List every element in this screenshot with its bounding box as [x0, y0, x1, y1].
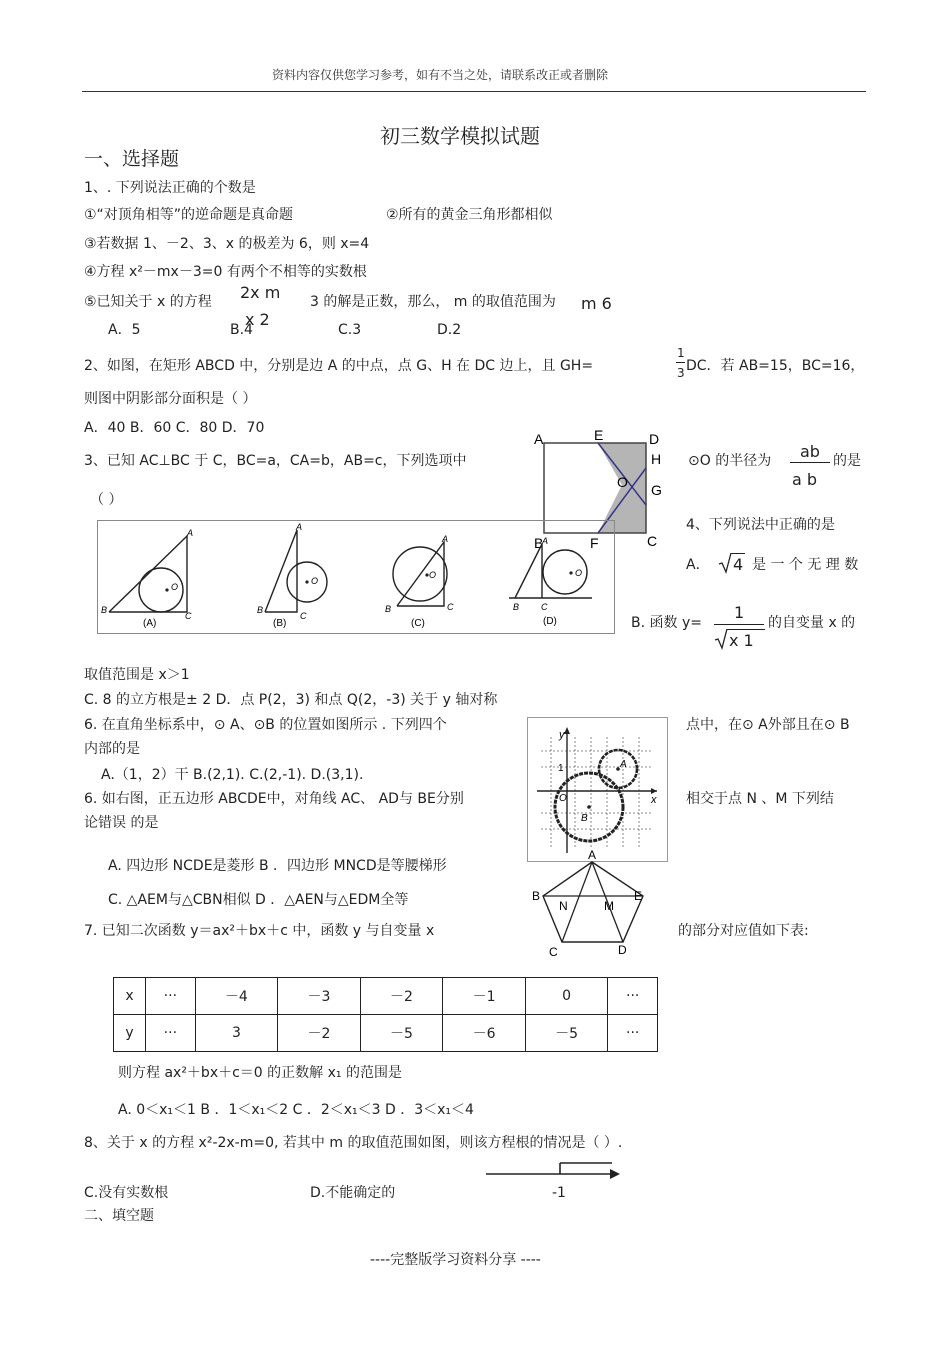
q3-c-caption: (C): [411, 618, 425, 629]
q3-d-label-o: O: [575, 568, 583, 578]
q8-axis-label: -1: [552, 1185, 566, 1201]
table-cell: －3: [278, 978, 361, 1015]
q6a-label-b: B: [581, 813, 588, 824]
q3-b-center: [305, 580, 308, 583]
q6a-label-one: 1: [558, 763, 564, 774]
q8-arrow: [610, 1169, 620, 1179]
q3-b-triangle: [265, 530, 297, 612]
q2-frac-bar: [676, 362, 685, 363]
q1-frac-den: x 2: [245, 310, 270, 329]
q3-d-label-a: A: [542, 536, 549, 546]
q2-label-b: B: [534, 535, 544, 551]
q2-label-g: G: [651, 482, 662, 498]
q2-label-d: D: [649, 431, 660, 447]
table-cell: －1: [443, 978, 526, 1015]
q6b-option-cd: C. △AEM与△CBN相似 D ．△AEN与△EDM全等: [108, 892, 409, 908]
q3-a-label-c: C: [185, 611, 192, 621]
q1-option-b: B.4: [230, 322, 253, 338]
q2-label-c: C: [647, 533, 658, 549]
q3-d-label-c: C: [541, 602, 548, 612]
table-cell: ···: [608, 1015, 658, 1052]
table-cell: ···: [146, 978, 196, 1015]
table-row: [114, 978, 658, 1015]
doc-title: 初三数学模拟试题: [380, 124, 540, 148]
q8-stem: 8、关于 x 的方程 x²-2x-m=0, 若其中 m 的取值范围如图，则该方程根的情况是（ ）.: [84, 1135, 623, 1151]
q6b-label-n: N: [559, 899, 568, 913]
q4-b-sqrt-bar: [727, 629, 765, 630]
q3-b-label-a: A: [296, 522, 303, 532]
q2-frac-num: 1: [677, 346, 685, 360]
table-cell: 3: [195, 1015, 278, 1052]
q3-tail-a: ⊙O 的半径为: [688, 453, 772, 469]
q4-b-pre: B. 函数 y=: [631, 615, 702, 631]
q2-label-e: E: [594, 427, 604, 443]
header-rule: [82, 91, 866, 92]
q3-options-figure: [97, 520, 615, 634]
table-cell: ···: [608, 978, 658, 1015]
q1-s2: ②所有的黄金三角形都相似: [386, 207, 553, 223]
q3-figure-d: [509, 536, 592, 627]
table-cell: －5: [525, 1015, 608, 1052]
q4-a-pre: A．: [686, 557, 710, 573]
q4-b-den: x 1: [729, 631, 754, 650]
q2-options: A．40 B．60 C．80 D．70: [84, 420, 265, 436]
q6a-label-o: O: [559, 793, 567, 804]
q4-b-frac-bar: [714, 624, 764, 625]
q1-s5a: ⑤已知关于 x 的方程: [84, 294, 212, 310]
q3-a-label-a: A: [187, 528, 194, 538]
q4-b-num: 1: [734, 603, 745, 622]
q4-b-sqrt-sign: [714, 628, 728, 650]
q6a-label-y: y: [559, 729, 565, 741]
q6b-right: 相交于点 N 、M 下列结: [686, 791, 834, 807]
q3-frac-bar: [790, 462, 830, 463]
q3-figure-c: [385, 534, 454, 629]
q6b-pentagon: [543, 862, 643, 942]
q3-figure-a: [101, 528, 193, 629]
q6b-label-c: C: [549, 945, 558, 959]
q8-option-c: C.没有实数根: [84, 1185, 169, 1201]
q3-figure-frame: [98, 521, 615, 634]
q6b-label-d: D: [618, 943, 627, 957]
q3-b-label-b: B: [257, 605, 264, 615]
q2-line1b: DC．若 AB=15，BC=16，: [686, 358, 865, 374]
table-cell: －2: [360, 978, 443, 1015]
q3-c-label-c: C: [447, 602, 454, 612]
q2-frac-den: 3: [677, 366, 685, 380]
q1-s4: ④方程 x²－mx－3=0 有两个不相等的实数根: [84, 264, 367, 280]
q2-line2: 则图中阴影部分面积是（ ）: [84, 391, 257, 407]
q7-value-table: [113, 977, 658, 1052]
q6b-label-m: M: [604, 899, 614, 913]
q8-option-d: D.不能确定的: [310, 1185, 396, 1201]
q3-tail-b: 的是: [833, 453, 861, 469]
q6a-options: A.（1，2）干 B.(2,1). C.(2,-1). D.(3,1).: [101, 767, 364, 783]
q7-right: 的部分对应值如下表:: [678, 923, 809, 939]
q3-a-caption: (A): [143, 618, 157, 629]
q7-stem: 7. 已知二次函数 y＝ax²＋bx＋c 中，函数 y 与自变量 x: [84, 923, 435, 939]
q3-c-label-o: O: [429, 570, 437, 580]
q6a-label-a: A: [620, 759, 627, 770]
q1-option-c: C.3: [338, 322, 362, 338]
q2-label-h: H: [651, 451, 662, 467]
q3-d-triangle: [515, 544, 542, 598]
q1-stem: 1、. 下列说法正确的个数是: [84, 180, 256, 196]
table-cell: ···: [146, 1015, 196, 1052]
table-cell: －5: [360, 1015, 443, 1052]
q6a-frame: [528, 718, 668, 862]
q6b-label-b: B: [532, 889, 541, 903]
q4-stem: 4、下列说法中正确的是: [686, 517, 835, 533]
q6b-line2: 论错误 的是: [84, 815, 159, 831]
header-note: 资料内容仅供您学习参考，如有不当之处，请联系改正或者删除: [272, 68, 609, 82]
q6a-y-arrow: [564, 727, 570, 734]
q1-s1: ①“对顶角相等”的逆命题是真命题: [84, 207, 294, 223]
q6b-stem: 6. 如右图，正五边形 ABCDE中，对角线 AC、 AD与 BE分别: [84, 791, 464, 807]
q3-figure-b: [257, 522, 327, 629]
q6a-label-x: x: [651, 794, 657, 806]
q1-s5c: m 6: [581, 294, 612, 313]
q3-a-label-o: O: [171, 582, 179, 592]
q6a-right: 点中，在⊙ A外部且在⊙ B: [686, 717, 850, 733]
q2-label-o: O: [617, 474, 628, 490]
q3-paren: （ ）: [90, 492, 123, 508]
q3-d-center: [569, 571, 572, 574]
q3-c-label-b: B: [385, 604, 392, 614]
table-cell: y: [114, 1015, 146, 1052]
q3-b-caption: (B): [273, 618, 287, 629]
q6b-pentagon-figure: [528, 848, 648, 963]
q6a-center-b: [587, 805, 591, 809]
q3-a-label-b: B: [101, 605, 108, 615]
q4-cd: C. 8 的立方根是± 2 D．点 P(2，3) 和点 Q(2，-3) 关于 y 轴对称: [84, 692, 498, 708]
q1-s3: ③若数据 1、－2、3、x 的极差为 6，则 x=4: [84, 236, 370, 252]
q2-label-f: F: [590, 535, 599, 551]
table-cell: －4: [195, 978, 278, 1015]
q6b-label-a: A: [588, 848, 597, 862]
q2-line1a: 2、如图，在矩形 ABCD 中，分别是边 A 的中点，点 G、H 在 DC 边上，且 GH=: [84, 358, 594, 374]
q1-option-d: D.2: [437, 322, 462, 338]
q6a-stem: 6. 在直角坐标系中，⊙ A、⊙B 的位置如图所示 . 下列四个: [84, 717, 447, 733]
table-cell: －2: [278, 1015, 361, 1052]
q3-a-center: [165, 588, 168, 591]
q4-b-cont: 取值范围是 x＞1: [84, 667, 190, 683]
q1-option-a: A．5: [108, 322, 141, 338]
q4-a-sqrt: 4: [733, 555, 744, 574]
q6b-label-e: E: [634, 889, 643, 903]
q3-d-caption: (D): [543, 616, 557, 627]
q8-number-line: [484, 1160, 624, 1184]
q3-d-label-b: B: [513, 602, 520, 612]
q3-c-label-a: A: [442, 534, 449, 544]
q3-stem: 3、已知 AC⊥BC 于 C，BC=a，CA=b，AB=c，下列选项中: [84, 453, 467, 469]
q1-s5b: 3 的解是正数，那么， m 的取值范围为: [310, 294, 556, 310]
footer-note: ----完整版学习资料分享 ----: [370, 1252, 541, 1268]
q7-options: A. 0＜x₁＜1 B ．1＜x₁＜2 C ．2＜x₁＜3 D ．3＜x₁＜4: [118, 1102, 474, 1118]
section-2-title: 二、填空题: [84, 1208, 154, 1224]
q3-b-label-c: C: [300, 611, 307, 621]
q3-b-label-o: O: [311, 576, 319, 586]
q4-a-post: 是 一 个 无 理 数: [752, 557, 859, 573]
table-row: [114, 1015, 658, 1052]
table-cell: x: [114, 978, 146, 1015]
q7-after: 则方程 ax²＋bx＋c＝0 的正数解 x₁ 的范围是: [118, 1065, 402, 1081]
q4-sqrt-sign: [718, 552, 732, 574]
q3-frac-den: a b: [792, 470, 818, 489]
q6a-line2: 内部的是: [84, 741, 140, 757]
q6a-coordinate-figure: [527, 717, 668, 862]
table-cell: 0: [525, 978, 608, 1015]
table-cell: －6: [443, 1015, 526, 1052]
q4-b-post: 的自变量 x 的: [768, 615, 856, 631]
q2-label-a: A: [534, 431, 544, 447]
q4-sqrt-bar: [731, 553, 745, 554]
q3-frac-num: ab: [800, 442, 820, 461]
q1-frac-num: 2x m: [240, 283, 281, 302]
q6b-option-ab: A. 四边形 NCDE是菱形 B ．四边形 MNCD是等腰梯形: [108, 858, 447, 874]
section-1-title: 一、选择题: [84, 148, 180, 170]
